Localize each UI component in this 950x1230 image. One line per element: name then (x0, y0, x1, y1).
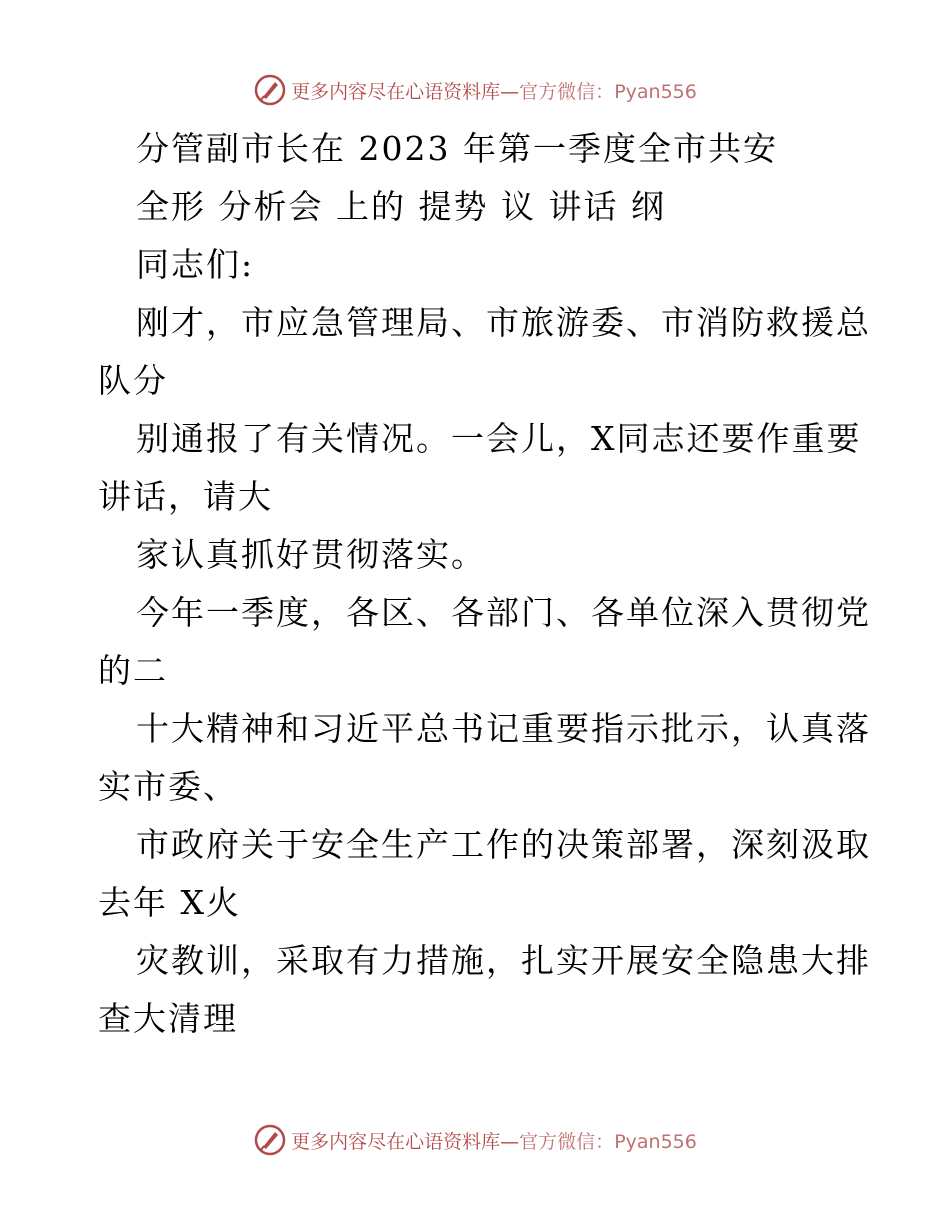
document-line: 别通报了有关情况。一会儿，X同志还要作重要 (136, 419, 862, 458)
watermark-wechat-id: Pyan556 (614, 1130, 697, 1153)
header-watermark (0, 70, 950, 110)
watermark-site-text: 更多内容尽在心语资料库 (291, 1130, 501, 1153)
document-line: 实市委、 (98, 767, 238, 806)
document-line: 刚才，市应急管理局、市旅游委、市消防救援总 (136, 303, 871, 342)
quill-pen-logo-icon (253, 73, 287, 107)
document-line: 灾教训，采取有力措施，扎实开展安全隐患大排 (136, 941, 871, 980)
document-line: 分管副市长在 2023 年第一季度全市共安 (136, 129, 778, 168)
watermark-separator: — (500, 1130, 520, 1153)
watermark-site-text: 更多内容尽在心语资料库 (291, 80, 501, 103)
document-line: 十大精神和习近平总书记重要指示批示，认真落 (136, 709, 871, 748)
watermark-wechat-label: 官方微信： (519, 80, 615, 103)
watermark-text (291, 77, 697, 104)
watermark-wechat-id: Pyan556 (614, 80, 697, 103)
document-line: 市政府关于安全生产工作的决策部署，深刻汲取 (136, 825, 871, 864)
document-line: 全形 分析会 上的 提势 议 讲话 纲 (136, 187, 666, 226)
document-line: 查大清理 (98, 999, 238, 1038)
document-line: 去年 X火 (98, 883, 241, 922)
watermark-wechat-label: 官方微信： (519, 1130, 615, 1153)
quill-pen-logo-icon (253, 1123, 287, 1157)
document-line: 同志们: (136, 245, 255, 284)
document-body (98, 120, 871, 1048)
document-line: 今年一季度，各区、各部门、各单位深入贯彻党 (136, 593, 871, 632)
document-line: 家认真抓好贯彻落实。 (136, 535, 486, 574)
document-line: 队分 (98, 361, 168, 400)
document-line: 的二 (98, 651, 168, 690)
watermark-separator: — (500, 80, 520, 103)
footer-watermark (0, 1120, 950, 1160)
watermark-text (291, 1127, 697, 1154)
document-line: 讲话，请大 (98, 477, 273, 516)
